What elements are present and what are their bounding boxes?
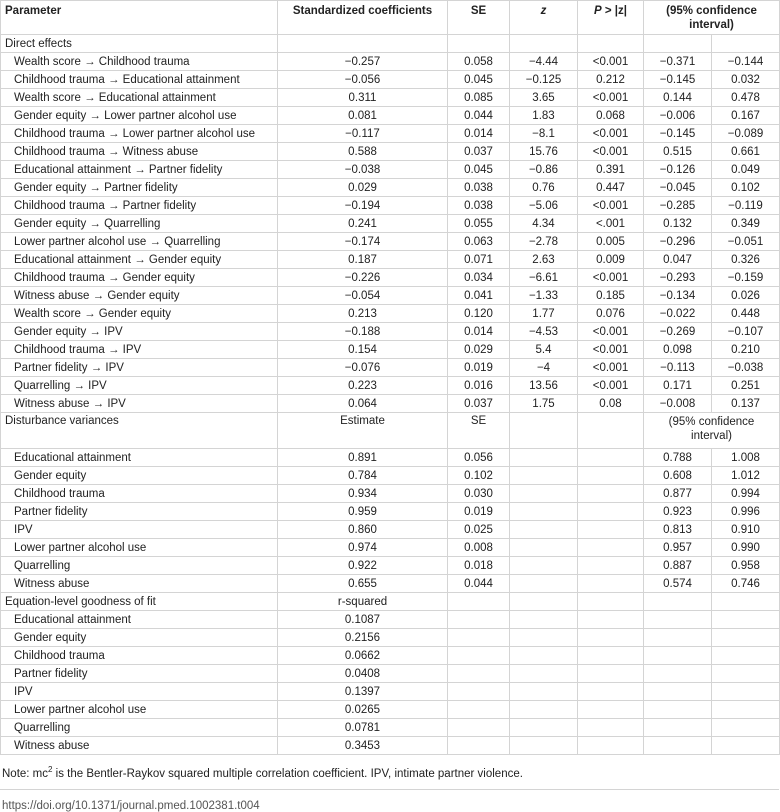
table-row [1,719,780,737]
table-row [1,323,780,341]
row-value: −0.125 [510,71,578,89]
header-se: SE [448,1,510,35]
row-value: −0.008 [644,395,712,413]
row-value: 0.588 [278,143,448,161]
row-value: −0.051 [712,233,780,251]
row-value: 0.922 [278,557,448,575]
table-row [1,521,780,539]
row-value [510,557,578,575]
table-row [1,701,780,719]
row-value: 13.56 [510,377,578,395]
table-row [1,143,780,161]
table-row [1,215,780,233]
row-value: 0.132 [644,215,712,233]
row-value: 0.034 [448,269,510,287]
row-value: −0.145 [644,125,712,143]
row-value: <0.001 [578,53,644,71]
row-value: 0.038 [448,179,510,197]
row-value: 0.102 [448,467,510,485]
row-value [578,449,644,467]
row-value: −4.53 [510,323,578,341]
row-parameter: Educational attainment → Partner fidelity [1,161,278,179]
table-row [1,107,780,125]
row-value: 15.76 [510,143,578,161]
row-value: 0.2156 [278,629,448,647]
row-value [510,575,578,593]
row-parameter: Childhood trauma [1,485,278,503]
row-parameter: Partner fidelity [1,665,278,683]
row-value: 0.041 [448,287,510,305]
row-value: 0.076 [578,305,644,323]
row-value: 0.447 [578,179,644,197]
row-value: 0.326 [712,251,780,269]
table-row [1,503,780,521]
row-parameter: Partner fidelity [1,503,278,521]
row-parameter: Childhood trauma → Witness abuse [1,143,278,161]
row-value: −1.33 [510,287,578,305]
row-value: 0.788 [644,449,712,467]
row-value: 0.185 [578,287,644,305]
section-title: Equation-level goodness of fit [1,593,278,611]
row-parameter: Wealth score → Childhood trauma [1,53,278,71]
row-value: −0.194 [278,197,448,215]
table-row [1,395,780,413]
table-row [1,467,780,485]
row-value: 0.137 [712,395,780,413]
row-value: 0.049 [712,161,780,179]
row-value: <0.001 [578,197,644,215]
table-row [1,125,780,143]
table-row [1,287,780,305]
row-value: −0.006 [644,107,712,125]
row-value: 0.037 [448,143,510,161]
row-value: 0.655 [278,575,448,593]
table-row [1,71,780,89]
row-value: <0.001 [578,359,644,377]
row-parameter: Gender equity [1,629,278,647]
row-value: 0.974 [278,539,448,557]
table-row [1,629,780,647]
row-value: 0.515 [644,143,712,161]
row-value: −0.188 [278,323,448,341]
row-value: −0.174 [278,233,448,251]
row-value [578,467,644,485]
table-row [1,377,780,395]
row-value [578,503,644,521]
row-value: −4.44 [510,53,578,71]
row-value: 1.77 [510,305,578,323]
row-value: −0.86 [510,161,578,179]
row-value: 0.058 [448,53,510,71]
row-value: 0.037 [448,395,510,413]
table-row [1,449,780,467]
row-value: 0.891 [278,449,448,467]
row-value: <0.001 [578,125,644,143]
row-value: 0.081 [278,107,448,125]
row-parameter: Gender equity → Lower partner alcohol use [1,107,278,125]
row-parameter: Childhood trauma → Lower partner alcohol use [1,125,278,143]
row-value: 0.030 [448,485,510,503]
row-value: 0.251 [712,377,780,395]
row-value: 0.144 [644,89,712,107]
row-parameter: Witness abuse [1,575,278,593]
row-value: 0.019 [448,503,510,521]
row-value: 0.608 [644,467,712,485]
row-parameter: Childhood trauma → Partner fidelity [1,197,278,215]
row-value: 0.038 [448,197,510,215]
row-value: 0.994 [712,485,780,503]
row-parameter: Quarrelling → IPV [1,377,278,395]
row-value [578,521,644,539]
row-parameter: Gender equity → Quarrelling [1,215,278,233]
row-value: −2.78 [510,233,578,251]
row-value: 0.08 [578,395,644,413]
col-ci: (95% confidence interval) [644,413,780,449]
row-value: −0.126 [644,161,712,179]
row-value: 0.478 [712,89,780,107]
row-value: 0.063 [448,233,510,251]
row-value: 0.241 [278,215,448,233]
table-row [1,269,780,287]
row-value: 0.016 [448,377,510,395]
row-value: 0.923 [644,503,712,521]
row-value: 0.746 [712,575,780,593]
row-value: <0.001 [578,377,644,395]
row-value: 0.029 [448,341,510,359]
table-row [1,611,780,629]
row-value: 0.026 [712,287,780,305]
table-row [1,161,780,179]
row-value: 0.009 [578,251,644,269]
row-value: −0.056 [278,71,448,89]
table-row [1,539,780,557]
row-value: 1.012 [712,467,780,485]
row-parameter: Gender equity [1,467,278,485]
row-value: 0.887 [644,557,712,575]
table-row [1,179,780,197]
row-value: 0.064 [278,395,448,413]
row-value: 0.0781 [278,719,448,737]
row-value: 0.448 [712,305,780,323]
row-value: <0.001 [578,269,644,287]
row-value: −0.076 [278,359,448,377]
row-value: 0.212 [578,71,644,89]
row-value: 0.661 [712,143,780,161]
row-value: 0.032 [712,71,780,89]
row-value: −0.117 [278,125,448,143]
row-value: 1.008 [712,449,780,467]
table-row [1,575,780,593]
row-value: 0.860 [278,521,448,539]
row-value: −0.089 [712,125,780,143]
row-value: 4.34 [510,215,578,233]
row-value: 0.877 [644,485,712,503]
header-ci: (95% confidence interval) [644,1,780,35]
table-row [1,89,780,107]
row-value: 0.187 [278,251,448,269]
row-value: 0.813 [644,521,712,539]
row-value: −0.296 [644,233,712,251]
section-direct-effects [1,35,780,53]
table-row [1,647,780,665]
row-value: 0.349 [712,215,780,233]
table-row [1,737,780,755]
row-value [510,539,578,557]
row-value: 0.171 [644,377,712,395]
row-value: 0.210 [712,341,780,359]
row-value: −0.285 [644,197,712,215]
row-value: 0.0662 [278,647,448,665]
row-parameter: Quarrelling [1,557,278,575]
row-value: 0.959 [278,503,448,521]
row-value: −0.113 [644,359,712,377]
row-value: 0.029 [278,179,448,197]
row-parameter: Lower partner alcohol use → Quarrelling [1,233,278,251]
section-goodness-of-fit [1,593,780,611]
row-parameter: Gender equity → Partner fidelity [1,179,278,197]
row-value: 0.056 [448,449,510,467]
row-value: 0.068 [578,107,644,125]
row-value: 0.098 [644,341,712,359]
table-row [1,485,780,503]
row-parameter: Wealth score → Gender equity [1,305,278,323]
row-value: −0.054 [278,287,448,305]
row-value: −5.06 [510,197,578,215]
row-value [510,485,578,503]
row-value: −0.293 [644,269,712,287]
row-value [510,503,578,521]
header-p: P > |z| [578,1,644,35]
col-estimate: Estimate [278,413,448,449]
table-row [1,683,780,701]
row-parameter: Childhood trauma → IPV [1,341,278,359]
row-value: 0.014 [448,323,510,341]
row-parameter: Quarrelling [1,719,278,737]
row-value [578,575,644,593]
row-value: −4 [510,359,578,377]
row-value: 0.154 [278,341,448,359]
header-row [1,1,780,35]
section-disturbance-variances [1,413,780,449]
table-row [1,305,780,323]
row-value: 0.996 [712,503,780,521]
header-parameter: Parameter [1,1,278,35]
row-value [510,521,578,539]
row-value: 0.934 [278,485,448,503]
row-value: 0.044 [448,575,510,593]
section-title: Disturbance variances [1,413,278,449]
row-value: 0.223 [278,377,448,395]
row-value: −0.269 [644,323,712,341]
row-value: 0.0265 [278,701,448,719]
row-parameter: Witness abuse → Gender equity [1,287,278,305]
row-value: <0.001 [578,323,644,341]
row-value: 0.045 [448,71,510,89]
row-value: 0.311 [278,89,448,107]
row-value: 0.045 [448,161,510,179]
row-value: −0.159 [712,269,780,287]
row-value: 0.391 [578,161,644,179]
row-value: 0.085 [448,89,510,107]
row-value: −8.1 [510,125,578,143]
table-body [1,35,780,755]
row-value: −0.371 [644,53,712,71]
row-value: −0.145 [644,71,712,89]
row-value: 0.014 [448,125,510,143]
table-row [1,665,780,683]
row-value: −0.144 [712,53,780,71]
table-row [1,557,780,575]
row-parameter: Educational attainment [1,611,278,629]
row-value: 1.83 [510,107,578,125]
row-value: 5.4 [510,341,578,359]
table-note: Note: $mc^2$ is the Bentler-Raykov squared multiple correlation coefficient. IPV, intimate partner violence. [2,765,523,780]
row-value: 0.990 [712,539,780,557]
row-value: −0.119 [712,197,780,215]
row-value: <0.001 [578,143,644,161]
row-parameter: Educational attainment → Gender equity [1,251,278,269]
row-value: 0.025 [448,521,510,539]
row-value: 0.102 [712,179,780,197]
row-value [578,539,644,557]
table-row [1,251,780,269]
row-parameter: Witness abuse [1,737,278,755]
row-value: −0.045 [644,179,712,197]
row-value: 0.047 [644,251,712,269]
row-value: 0.0408 [278,665,448,683]
row-value: −0.022 [644,305,712,323]
table-row [1,53,780,71]
row-value: 0.018 [448,557,510,575]
row-value: 1.75 [510,395,578,413]
row-value: 0.1397 [278,683,448,701]
table-row [1,197,780,215]
row-parameter: Wealth score → Educational attainment [1,89,278,107]
row-value: 3.65 [510,89,578,107]
row-value [578,557,644,575]
header-z: z [510,1,578,35]
row-value: 0.019 [448,359,510,377]
row-value: 0.005 [578,233,644,251]
row-value: 0.213 [278,305,448,323]
row-value: 0.120 [448,305,510,323]
row-value: 0.574 [644,575,712,593]
row-value: 0.958 [712,557,780,575]
row-value: 0.167 [712,107,780,125]
row-value: −0.134 [644,287,712,305]
row-parameter: IPV [1,683,278,701]
col-r-squared: r-squared [278,593,448,611]
doi-link[interactable]: https://doi.org/10.1371/journal.pmed.1002381.t004 [0,789,779,812]
row-parameter: Partner fidelity → IPV [1,359,278,377]
row-parameter: Gender equity → IPV [1,323,278,341]
row-value [578,485,644,503]
row-parameter: Lower partner alcohol use [1,701,278,719]
row-value: <0.001 [578,89,644,107]
section-title: Direct effects [1,35,278,53]
row-value: <.001 [578,215,644,233]
row-value: 0.76 [510,179,578,197]
row-value [510,467,578,485]
row-value: 0.071 [448,251,510,269]
row-value: −6.61 [510,269,578,287]
row-value: −0.107 [712,323,780,341]
table-row [1,341,780,359]
row-value: <0.001 [578,341,644,359]
row-value: 0.784 [278,467,448,485]
table-row [1,359,780,377]
row-value [510,449,578,467]
row-parameter: Educational attainment [1,449,278,467]
row-value: −0.257 [278,53,448,71]
row-value: −0.038 [712,359,780,377]
row-value: −0.038 [278,161,448,179]
row-parameter: Witness abuse → IPV [1,395,278,413]
row-value: 0.1087 [278,611,448,629]
row-value: 0.044 [448,107,510,125]
row-value: −0.226 [278,269,448,287]
row-value: 0.008 [448,539,510,557]
table-row [1,233,780,251]
row-parameter: Childhood trauma → Educational attainment [1,71,278,89]
row-parameter: Lower partner alcohol use [1,539,278,557]
row-value: 0.957 [644,539,712,557]
row-value: 0.910 [712,521,780,539]
row-parameter: Childhood trauma [1,647,278,665]
row-value: 0.3453 [278,737,448,755]
header-coef: Standardized coefficients [278,1,448,35]
row-parameter: Childhood trauma → Gender equity [1,269,278,287]
row-value: 0.055 [448,215,510,233]
row-value: 2.63 [510,251,578,269]
col-se: SE [448,413,510,449]
row-parameter: IPV [1,521,278,539]
